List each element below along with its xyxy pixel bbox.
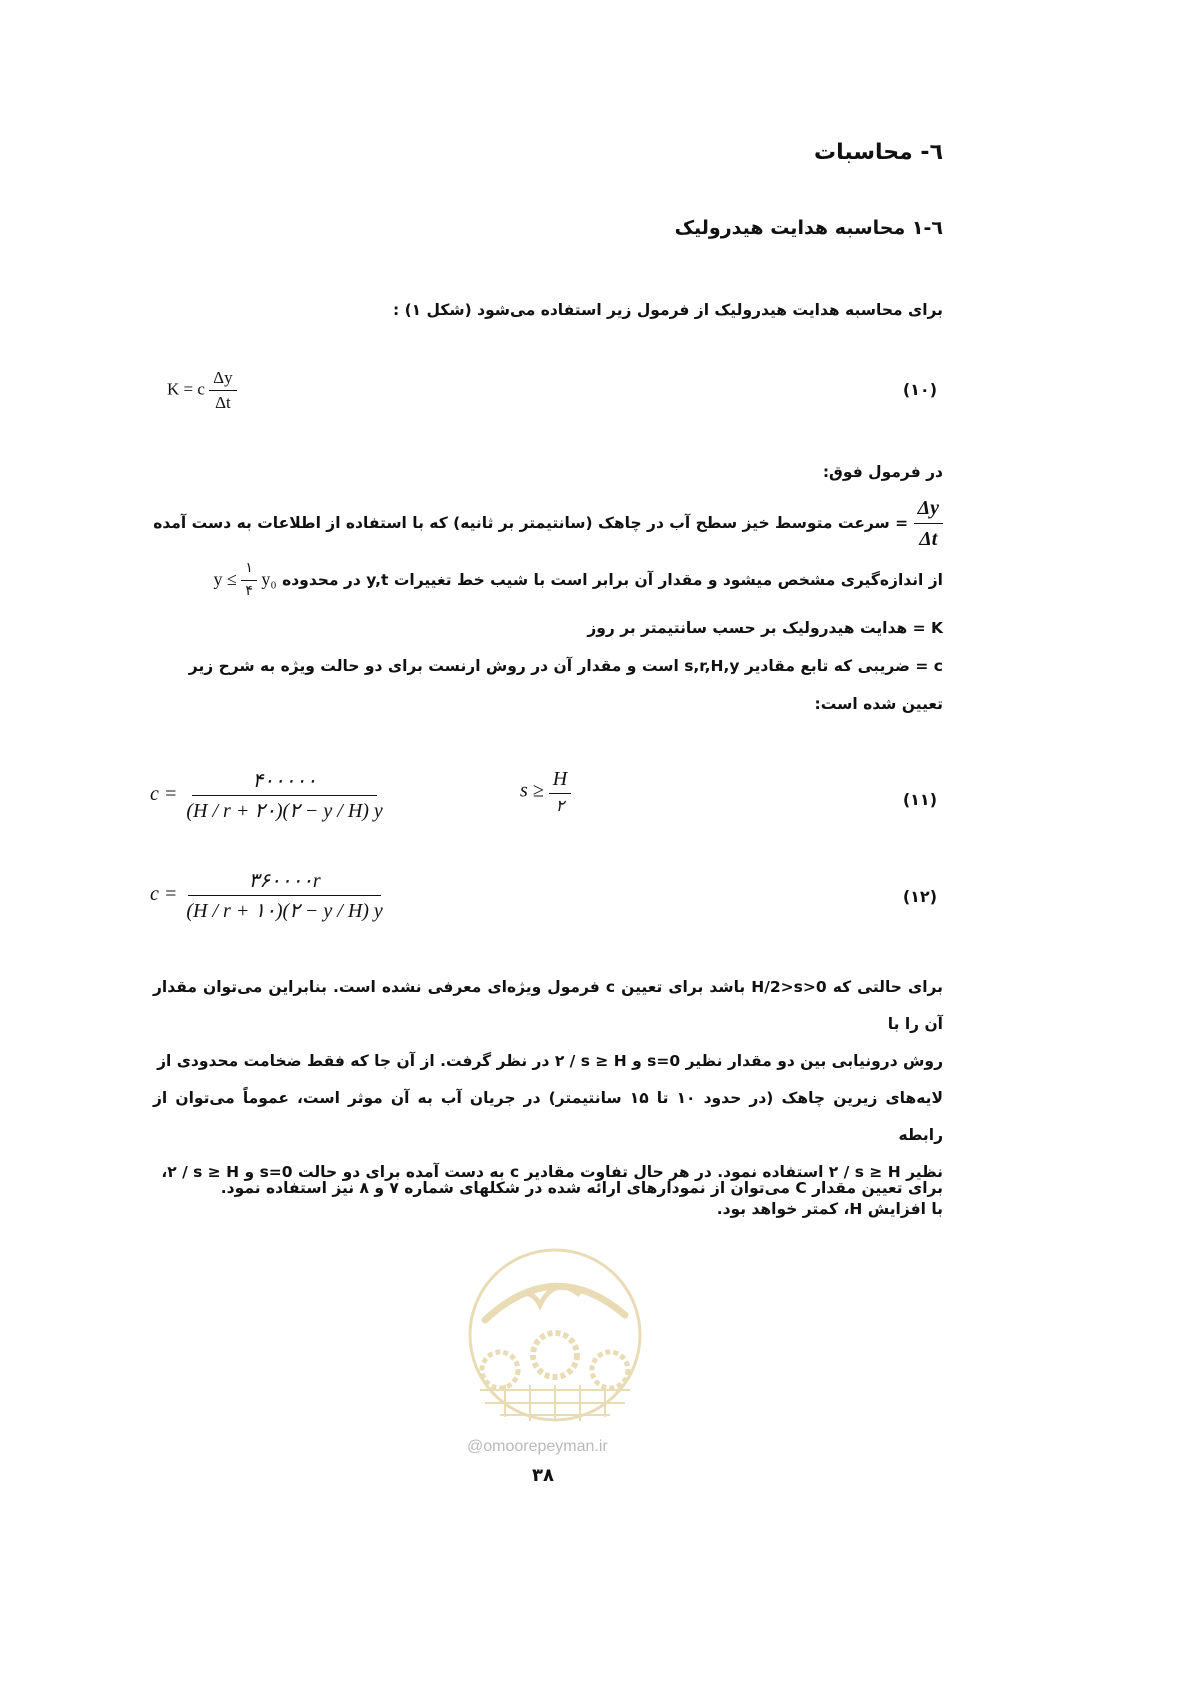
- watermark-url: @omoorepeyman.ir: [467, 1438, 608, 1455]
- definitions-heading: در فرمول فوق:: [822, 463, 943, 481]
- eq11-lhs: c =: [150, 783, 178, 806]
- eq10-number: (١٠): [902, 380, 937, 399]
- eq10-fraction: [209, 368, 236, 413]
- definition-dy-dt: [153, 495, 943, 552]
- eq11-condition-denominator: ٢: [555, 798, 565, 815]
- eq10-denominator: Δt: [215, 393, 231, 412]
- eq11-fraction: [182, 768, 386, 823]
- intro-paragraph: برای محاسبه هدایت هیدرولیک از فرمول زیر استفاده می‌شود (شکل ١) :: [392, 301, 943, 319]
- body-line-3: لایه‌های زیرین چاهک (در حدود ١٠ تا ١۵ سانتیمتر) در جریان آب به آن موثر است، عموماً می‌توان از رابطه: [153, 1089, 944, 1144]
- dt-denominator: Δt: [919, 528, 938, 550]
- body-line-1: برای حالتی که H/2>s>0 باشد برای تعیین c فرمول ویژه‌ای معرفی نشده است. بنابراین می‌توان مقدار آن را با: [153, 978, 944, 1033]
- dy-dt-fraction: [914, 495, 943, 552]
- equation-11: [150, 768, 387, 823]
- y-range-rhs: y₀: [261, 568, 277, 589]
- eq11-number: (١١): [902, 790, 937, 809]
- eq12-number: (١٢): [902, 887, 937, 906]
- equation-10: [167, 368, 237, 413]
- eq11-condition-fraction: [549, 768, 571, 816]
- equation-12: [150, 868, 387, 923]
- section-title: ٦- محاسبات: [814, 140, 943, 165]
- definition-line1: = سرعت متوسط خیز سطح آب در چاهک (سانتیمتر بر ثانیه) که با استفاده از اطلاعات به دست آمده: [153, 514, 909, 532]
- definition-line2-text: از اندازه‌گیری مشخص میشود و مقدار آن برابر است با شیب خط تغییرات y,t در محدوده: [282, 570, 943, 589]
- eq11-condition-lhs: s ≥: [520, 779, 544, 802]
- page-number: ٣٨: [532, 1465, 554, 1486]
- eq11-condition-numerator: H: [549, 768, 571, 794]
- body-line-2: روش درونیابی بین دو مقدار نظیر s=0 و s ≥ H / ٢ در نظر گرفت. از آن جا که فقط ضخامت محدودی از: [157, 1052, 943, 1070]
- eq10-numerator: Δy: [209, 368, 236, 391]
- definition-line5: تعیین شده است:: [814, 695, 943, 713]
- eq11-condition: [520, 768, 571, 816]
- eq10-lhs: K = c: [167, 379, 205, 399]
- definition-line4: c = ضریبی که تابع مقادیر s,r,H,y است و مقدار آن در روش ارنست برای دو حالت ویژه به شرح زیر: [188, 657, 943, 675]
- dy-numerator: Δy: [914, 495, 943, 524]
- eq11-denominator: (H / r + ٢٠)(٢ − y / H) y: [186, 800, 383, 822]
- y-range-lhs: y ≤: [213, 568, 237, 589]
- subsection-title: ٦-١ محاسبه هدایت هیدرولیک: [674, 217, 943, 239]
- eq12-numerator: ٣۶٠٠٠٠r: [188, 868, 380, 896]
- closing-paragraph: برای تعیین مقدار C می‌توان از نمودارهای ارائه شده در شکلهای شماره ٧ و ٨ نیز استفاده نمود.: [220, 1179, 943, 1197]
- body-line-4: نظیر s ≥ H / ٢ استفاده نمود. در هر حال تفاوت مقادیر c به دست آمده برای دو حالت s=0 و s ≥ H / ٢،: [161, 1163, 943, 1181]
- quarter-numerator: ١: [241, 560, 257, 581]
- quarter-denominator: ۴: [245, 584, 253, 600]
- definition-line3: K = هدایت هیدرولیک بر حسب سانتیمتر بر روز: [587, 619, 943, 637]
- y-range-math: [213, 560, 276, 601]
- eq12-lhs: c =: [150, 883, 178, 906]
- eq12-denominator: (H / r + ١٠)(٢ − y / H) y: [186, 900, 383, 922]
- quarter-fraction: [241, 560, 257, 601]
- definition-line2: [153, 560, 943, 601]
- omoorepeyman-seal-icon: [455, 1245, 655, 1425]
- body-line-5: با افزایش H، کمتر خواهد بود.: [716, 1200, 943, 1218]
- eq11-numerator: ۴٠٠٠٠٠: [192, 768, 376, 796]
- eq12-fraction: [182, 868, 386, 923]
